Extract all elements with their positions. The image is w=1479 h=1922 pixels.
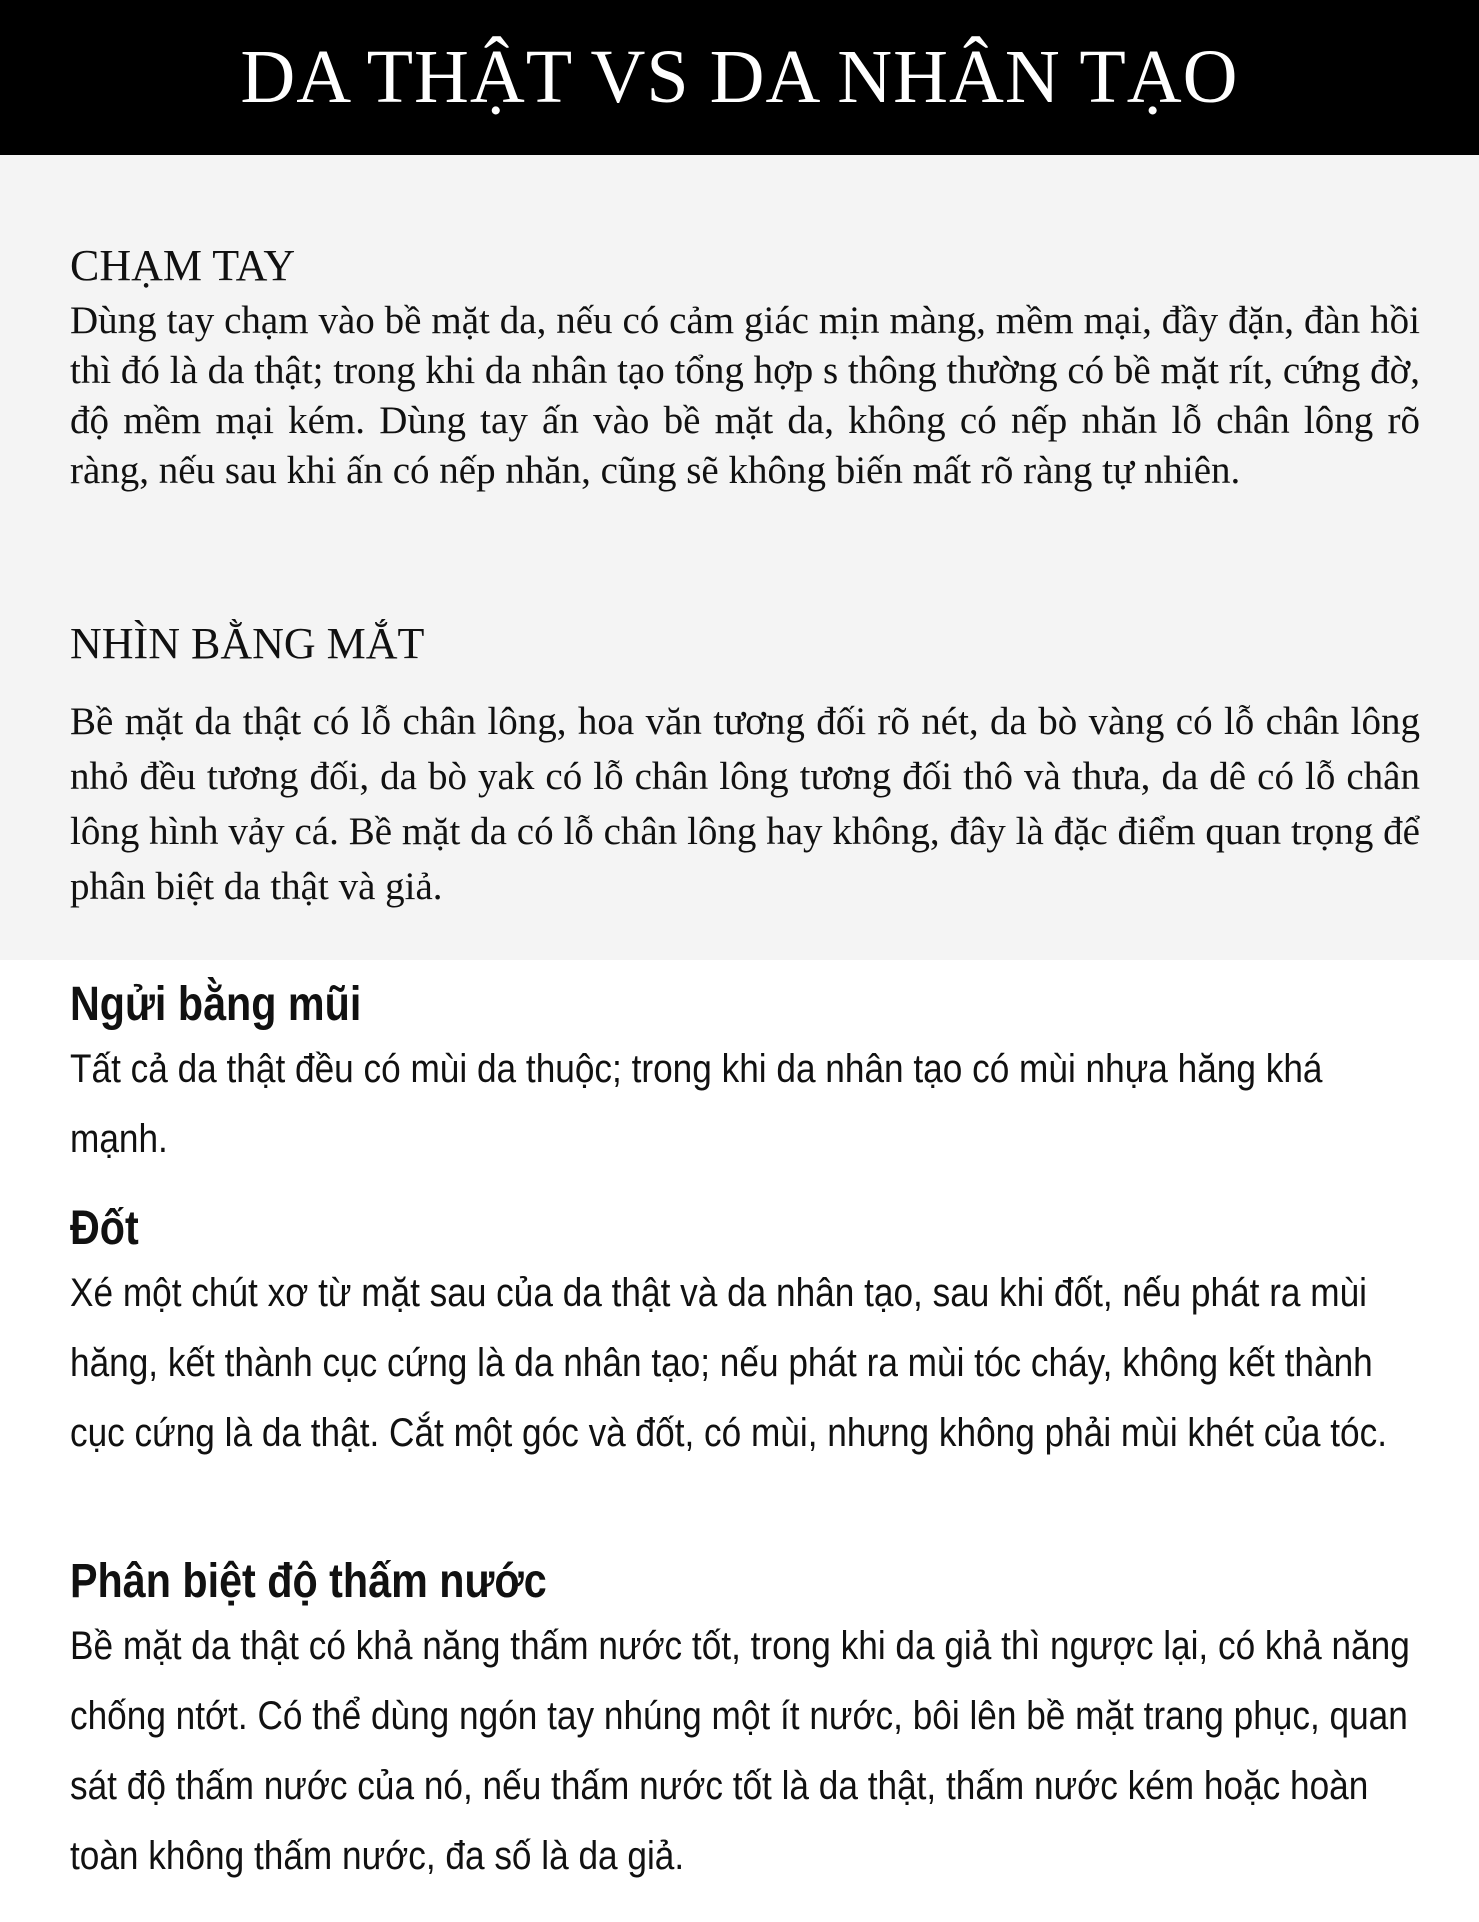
section-body: Tất cả da thật đều có mùi da thuộc; trong khi da nhân tạo có mùi nhựa hăng khá mạnh. — [70, 1047, 1323, 1161]
section-smell — [70, 976, 1420, 1174]
section-heading: CHẠM TAY — [70, 241, 296, 290]
section-body: Dùng tay chạm vào bề mặt da, nếu có cảm giác mịn màng, mềm mại, đầy đặn, đàn hồi thì đó là da thật; trong khi da nhân tạo tổng hợp s thông thường có bề mặt rít, cứng đờ, độ mềm mại kém. Dùng tay ấn vào bề mặt da, không có nếp nhăn lỗ chân lông rõ ràng, nếu sau khi ấn có nếp nhăn, cũng sẽ không biến mất rõ ràng tự nhiên. — [70, 299, 1420, 492]
page-title: DA THẬT VS DA NHÂN TẠO — [240, 35, 1239, 119]
section-heading: Ngửi bằng mũi — [70, 978, 362, 1031]
section-water — [70, 1553, 1420, 1891]
section-body: Bề mặt da thật có lỗ chân lông, hoa văn tương đối rõ nét, da bò vàng có lỗ chân lông nhỏ đều tương đối, da bò yak có lỗ chân lông tương đối thô và thưa, da dê có lỗ chân lông hình vảy cá. Bề mặt da có lỗ chân lông hay không, đây là đặc điểm quan trọng để phân biệt da thật và giả. — [70, 700, 1420, 908]
section-heading: Phân biệt độ thấm nước — [70, 1555, 547, 1608]
section-burn — [70, 1200, 1420, 1468]
section-body: Xé một chút xơ từ mặt sau của da thật và da nhân tạo, sau khi đốt, nếu phát ra mùi hăng, kết thành cục cứng là da nhân tạo; nếu phát ra mùi tóc cháy, không kết thành cục cứng là da thật. Cắt một góc và đốt, có mùi, nhưng không phải mùi khét của tóc. — [70, 1271, 1388, 1455]
section-heading: Đốt — [70, 1202, 139, 1255]
section-body: Bề mặt da thật có khả năng thấm nước tốt, trong khi da giả thì ngược lại, có khả năng chống ntớt. Có thể dùng ngón tay nhúng một ít nước, bôi lên bề mặt trang phục, quan sát độ thấm nước của nó, nếu thấm nước tốt là da thật, thấm nước kém hoặc hoàn toàn không thấm nước, đa số là da giả. — [70, 1624, 1410, 1878]
section-touch — [70, 240, 1420, 496]
title-banner — [0, 0, 1479, 155]
section-look — [70, 618, 1420, 914]
section-heading: NHÌN BẰNG MẮT — [70, 619, 425, 668]
